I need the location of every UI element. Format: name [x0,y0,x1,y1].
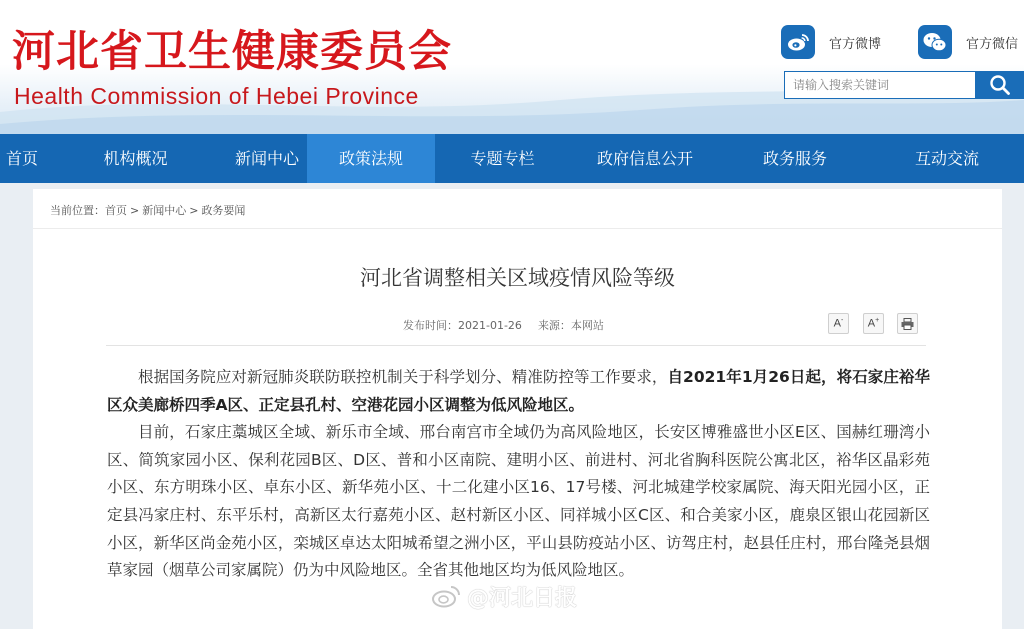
font-increase-icon: A+ [867,317,880,330]
font-decrease-icon: A- [833,317,844,330]
weibo-watermark-icon [431,584,461,608]
nav-item-services[interactable]: 政务服务 [762,149,827,168]
nav-item-news[interactable]: 新闻中心 [234,149,299,168]
weibo-label: 官方微博 [829,36,882,52]
nav-item-gov-info[interactable]: 政府信息公开 [596,149,693,168]
search-icon [989,74,1011,96]
search-input[interactable] [784,71,976,99]
watermark [431,581,577,611]
article-body [107,364,930,585]
site-logo-chinese[interactable]: 河北省卫生健康委员会 [12,27,452,77]
print-icon [901,318,914,330]
watermark-text: @河北日报 [467,585,578,611]
site-header [0,0,1024,134]
print-button[interactable] [897,313,918,334]
breadcrumb-separator: > [189,204,199,217]
nav-item-interaction[interactable]: 互动交流 [914,149,979,168]
font-decrease-button[interactable] [828,313,849,334]
publish-date: 发布时间：2021-01-26 [403,319,522,332]
paragraph-bold-text: 自2021年1月26日起，将石家庄裕华区众美廊桥四季A区、正定县孔村、空港花园小区调整为低风险地区。 [107,368,930,414]
font-increase-button[interactable] [863,313,884,334]
weibo-link[interactable] [781,24,881,60]
wechat-label: 官方微信 [966,36,1019,52]
breadcrumb [50,202,245,218]
article-meta [403,317,604,333]
search-button[interactable] [976,71,1024,99]
paragraph-text: 根据国务院应对新冠肺炎联防联控机制关于科学划分、精准防控等工作要求， [138,368,668,386]
weibo-icon [781,25,815,59]
nav-item-about[interactable]: 机构概况 [103,149,168,168]
breadcrumb-prefix: 当前位置： [50,204,105,217]
wechat-icon [918,25,952,59]
article-title: 河北省调整相关区域疫情风险等级 [360,266,675,290]
meta-divider [106,345,926,346]
nav-item-home[interactable]: 首页 [5,149,38,168]
main-nav [0,134,1024,183]
nav-item-topics[interactable]: 专题专栏 [470,149,535,168]
breadcrumb-item-news[interactable]: 新闻中心 [142,204,187,217]
article-paragraph [107,364,930,419]
breadcrumb-item-gov-news[interactable]: 政务要闻 [201,204,246,217]
breadcrumb-separator: > [130,204,140,217]
breadcrumb-item-home[interactable]: 首页 [105,204,127,217]
article-paragraph: 目前，石家庄藁城区全域、新乐市全域、邢台南宫市全域仍为高风险地区，长安区博雅盛世小区E区、国赫红珊湾小区、简筑家园小区、保利花园B区、D区、普和小区南院、建明小区、前进村、河北省胸科医院公寓北区，裕华区晶彩苑小区、东方明珠小区、卓东小区、新华苑小区、十二化建小区16、17号楼、河北城建学校家属院、海天阳光园小区，正定县冯家庄村、东平乐村，高新区太行嘉苑小区、赵村新区小区、同祥城小区C区、和合美家小区，鹿泉区银山花园新区小区，新华区尚金苑小区，栾城区卓达太阳城希望之洲小区，平山县防疫站小区、访驾庄村，赵县任庄村，邢台隆尧县烟草家园（烟草公司家属院）仍为中风险地区。全省其他地区均为低风险地区。 [107,423,930,580]
article-source: 来源：本网站 [537,319,604,332]
site-logo-english[interactable]: Health Commission of Hebei Province [14,83,419,109]
breadcrumb-divider [33,228,1002,229]
wechat-link[interactable] [918,24,1018,60]
nav-item-policy[interactable]: 政策法规 [307,134,435,183]
